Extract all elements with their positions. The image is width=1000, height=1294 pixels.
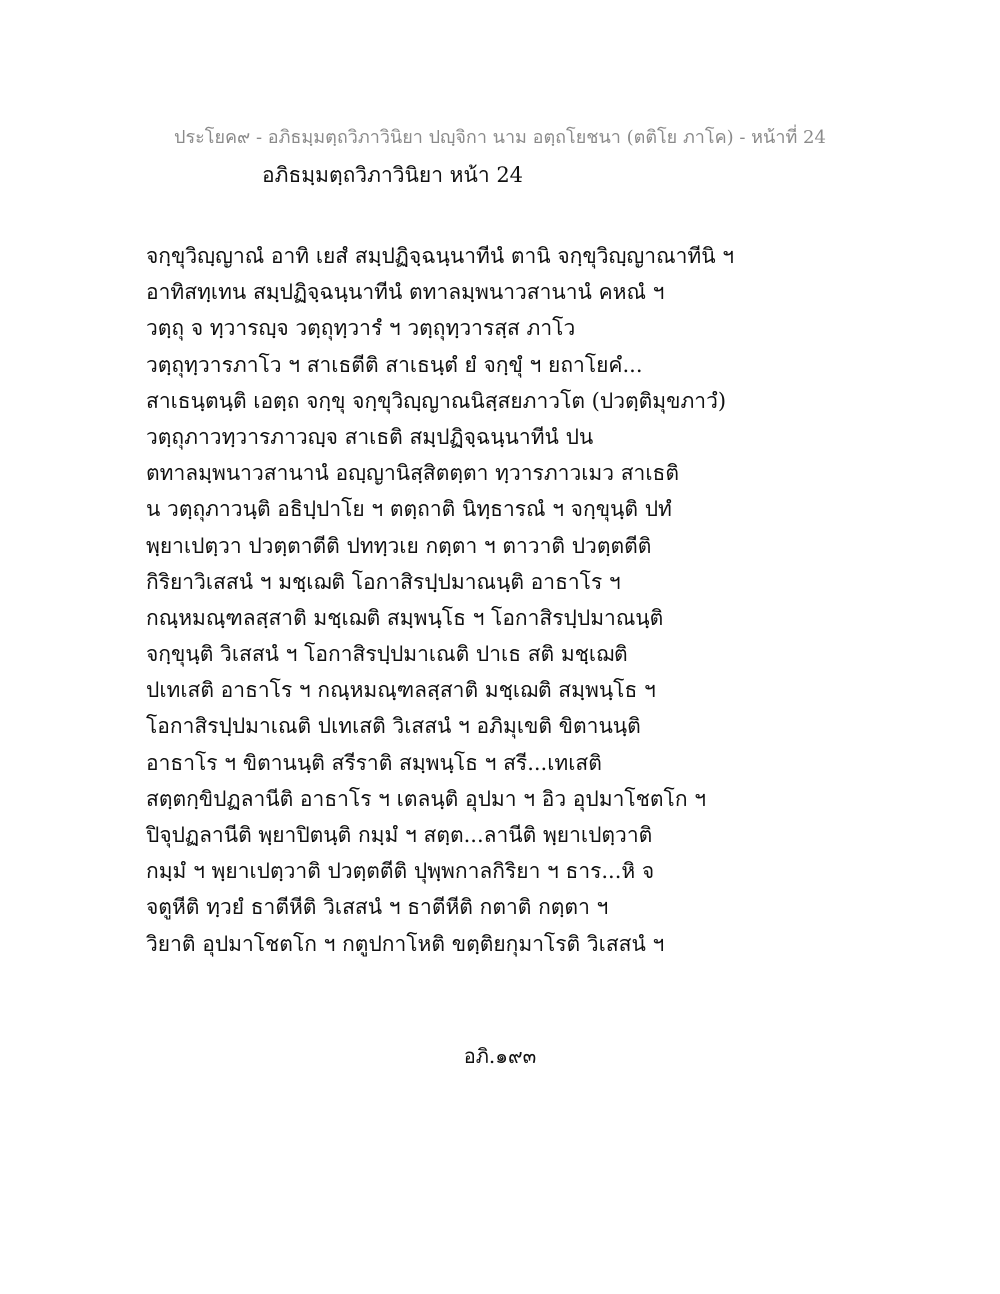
body-line: จกฺขุนฺติ วิเสสนํ ฯ โอกาสิรปฺปมาเณติ ปาเธ สติ มชฺเฌติ [146, 642, 628, 667]
body-line: จตูหีติ ทฺวยํ ธาตีหีติ วิเสสนํ ฯ ธาตีหีติ กตาติ กตฺตา ฯ [146, 895, 609, 920]
body-line: ปเทเสติ อาธาโร ฯ กณฺหมณฺฑลสฺสาติ มชฺเฌติ สมฺพนฺโธ ฯ [146, 678, 656, 703]
body-line: กณฺหมณฺฑลสฺสาติ มชฺเฌติ สมฺพนฺโธ ฯ โอกาสิรปฺปมาณนฺติ [146, 605, 664, 630]
body-line: น วตฺถุภาวนฺติ อธิปฺปาโย ฯ ตตฺถาติ นิทฺธารณํ ฯ จกฺขุนฺติ ปทํ [146, 497, 672, 522]
running-header: ประโยค๙ - อภิธมฺมตฺถวิภาวินิยา ปญฺจิกา นาม อตฺถโยชนา (ตติโย ภาโค) - หน้าที่ 24 [174, 127, 826, 148]
body-line: โอกาสิรปฺปมาเณติ ปเทเสติ วิเสสนํ ฯ อภิมุเขติ ขิตานนฺติ [146, 714, 641, 739]
body-line: ตทาลมฺพนาวสานานํ อญฺญานิสฺสิตตฺตา ทฺวารภาวเมว สาเธติ [146, 461, 679, 486]
page-heading: อภิธมฺมตฺถวิภาวินิยา หน้า 24 [262, 163, 524, 187]
footer-page-code: อภิ.๑๙๓ [463, 1044, 537, 1068]
body-line: สตฺตกฺขิปฏลานีติ อาธาโร ฯ เตลนฺติ อุปมา ฯ อิว อุปมาโชตโก ฯ [146, 786, 706, 811]
body-line: กมฺมํ ฯ พฺยาเปตฺวาติ ปวตฺตตีติ ปุพฺพกาลกิริยา ฯ ธาร...หิ จ [146, 859, 655, 884]
body-line: อาธาโร ฯ ขิตานนฺติ สรีราติ สมฺพนฺโธ ฯ สรี...เทเสติ [146, 750, 602, 775]
body-line: สาเธนฺตนฺติ เอตฺถ จกฺขุ จกฺขุวิญฺญาณนิสฺสยภาวโต (ปวตฺติมุขภาวํ) [146, 388, 727, 413]
body-line: กิริยาวิเสสนํ ฯ มชฺเฌติ โอกาสิรปฺปมาณนฺติ อาธาโร ฯ [146, 569, 621, 594]
body-line: จกฺขุวิญฺญาณํ อาทิ เยสํ สมฺปฏิจฺฉนฺนาทีนํ ตานิ จกฺขุวิญฺญาณาทีนิ ฯ [146, 244, 735, 268]
body-line: วตฺถุทฺวารภาโว ฯ สาเธตีติ สาเธนฺตํ ยํ จกฺขุํ ฯ ยถาโยคํ... [146, 352, 643, 377]
body-line: ปิจุปฏลานีติ พฺยาปิตนฺติ กมฺมํ ฯ สตฺต...ลานีติ พฺยาเปตฺวาติ [146, 823, 653, 847]
body-line: วิยาติ อุปมาโชตโก ฯ กตูปกาโหติ ขตฺติยกุมาโรติ วิเสสนํ ฯ [146, 931, 665, 956]
body-line: พฺยาเปตฺวา ปวตฺตาตีติ ปททฺวเย กตฺตา ฯ ตาวาติ ปวตฺตตีติ [146, 533, 652, 558]
body-line: อาทิสทฺเทน สมฺปฏิจฺฉนฺนาทีนํ ตทาลมฺพนาวสานานํ คหณํ ฯ [146, 280, 665, 305]
body-line: วตฺถุภาวทฺวารภาวญฺจ สาเธติ สมฺปฏิจฺฉนฺนาทีนํ ปน [146, 424, 594, 449]
body-text [146, 238, 866, 962]
body-line: วตฺถุ จ ทฺวารญฺจ วตฺถุทฺวารํ ฯ วตฺถุทฺวารสฺส ภาโว [146, 316, 576, 341]
